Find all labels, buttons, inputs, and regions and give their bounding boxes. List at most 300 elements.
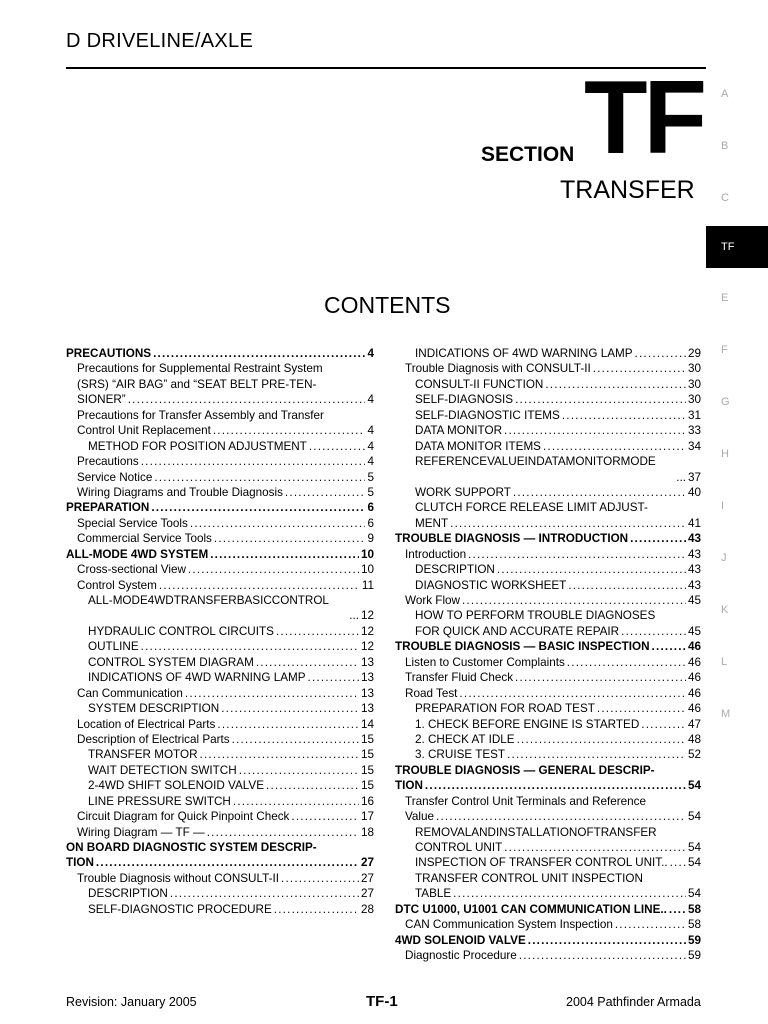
toc-page-number: 10 — [360, 563, 374, 577]
toc-page-number: 46 — [687, 686, 701, 700]
toc-entry[interactable] — [395, 639, 701, 654]
toc-entry-title: Wiring Diagrams and Trouble Diagnosis — [77, 485, 283, 499]
toc-leader — [274, 902, 359, 917]
toc-page-number: 4 — [367, 393, 374, 407]
toc-entry-title: DIAGNOSTIC WORKSHEET — [415, 578, 567, 592]
toc-entry[interactable] — [66, 732, 374, 747]
toc-entry[interactable] — [395, 948, 701, 963]
side-tab-h[interactable]: H — [721, 448, 729, 460]
toc-entry-title: INSPECTION OF TRANSFER CONTROL UNIT.. — [415, 856, 668, 870]
toc-entry-title: Road Test — [405, 686, 458, 700]
toc-page-number: 54 — [687, 779, 701, 793]
toc-entry[interactable] — [395, 778, 701, 793]
toc-leader — [185, 686, 359, 701]
toc-entry-title: Control System — [77, 578, 157, 592]
toc-leader — [210, 547, 359, 562]
toc-entry — [395, 454, 701, 469]
toc-leader — [513, 485, 686, 500]
toc-entry[interactable] — [66, 871, 374, 886]
toc-entry-title: TABLE — [415, 887, 452, 901]
toc-leader — [450, 516, 686, 531]
toc-entry-title: Commercial Service Tools — [77, 532, 212, 546]
contents-heading: CONTENTS — [324, 292, 451, 318]
toc-entry[interactable] — [66, 608, 374, 623]
toc-page-number: 46 — [687, 671, 701, 685]
toc-leader — [233, 794, 359, 809]
toc-page-number: 15 — [360, 763, 374, 777]
toc-entry-title: INDICATIONS OF 4WD WARNING LAMP — [88, 671, 306, 685]
toc-page-number: 30 — [687, 377, 701, 391]
toc-page-number: 54 — [687, 856, 701, 870]
toc-leader — [200, 747, 359, 762]
toc-page-number: 27 — [360, 856, 374, 870]
toc-entry-title: TRANSFER MOTOR — [88, 748, 198, 762]
toc-leader — [141, 454, 366, 469]
toc-page-number: 14 — [360, 717, 374, 731]
toc-entry-title: TROUBLE DIAGNOSIS — INTRODUCTION — [395, 532, 629, 546]
toc-entry[interactable] — [395, 408, 701, 423]
toc-entry[interactable] — [66, 454, 374, 469]
toc-entry-title: PRECAUTIONS — [66, 347, 152, 360]
toc-page-number: 58 — [687, 902, 701, 916]
toc-page-number: 4 — [367, 424, 374, 438]
toc-page-number: 15 — [360, 732, 374, 746]
toc-entry — [395, 825, 701, 840]
toc-entry[interactable] — [66, 624, 374, 639]
toc-page-number: 17 — [360, 810, 374, 824]
toc-page-number: 4 — [367, 439, 374, 453]
toc-entry-title: Special Service Tools — [77, 516, 188, 530]
toc-leader — [670, 855, 686, 870]
toc-entry-title: Cross-sectional View — [77, 563, 186, 577]
toc-leader — [593, 361, 686, 376]
toc-page-number: 6 — [367, 516, 374, 530]
toc-page-number: 46 — [687, 655, 701, 669]
toc-leader — [652, 639, 686, 654]
toc-entry-title: Can Communication — [77, 686, 183, 700]
toc-entry-title: 2. CHECK AT IDLE — [415, 732, 515, 746]
toc-entry[interactable] — [395, 902, 701, 917]
toc-leader — [597, 701, 686, 716]
toc-page-number: 11 — [361, 578, 374, 592]
toc-entry[interactable] — [66, 825, 374, 840]
toc-entry-title: WORK SUPPORT — [415, 485, 511, 499]
section-tab-index — [706, 80, 768, 740]
toc-entry[interactable] — [395, 840, 701, 855]
toc-entry[interactable] — [395, 423, 701, 438]
toc-entry[interactable] — [395, 701, 701, 716]
toc-entry-title: CLUTCH FORCE RELEASE LIMIT ADJUST- — [415, 501, 648, 515]
toc-entry-title: Value — [405, 810, 435, 824]
side-tab-tf[interactable]: TF — [706, 226, 768, 268]
toc-entry-title: Wiring Diagram — TF — — [77, 825, 205, 839]
toc-page-number: 54 — [687, 887, 701, 901]
toc-page-number: 16 — [360, 794, 374, 808]
toc-entry-title: Diagnostic Procedure — [405, 949, 517, 963]
toc-leader — [504, 840, 686, 855]
toc-leader — [669, 902, 686, 917]
toc-leader — [567, 655, 686, 670]
toc-entry — [395, 871, 701, 886]
toc-entry — [66, 408, 374, 423]
toc-entry-title: HYDRAULIC CONTROL CIRCUITS — [88, 624, 274, 638]
toc-leader — [188, 562, 359, 577]
side-tab-c[interactable]: C — [721, 192, 729, 204]
toc-entry-title: Transfer Control Unit Terminals and Reference — [405, 794, 646, 808]
toc-page-number: 13 — [360, 686, 374, 700]
toc-page-number: 58 — [687, 918, 701, 932]
toc-leader — [462, 593, 686, 608]
toc-entry[interactable] — [395, 516, 701, 531]
toc-leader — [568, 578, 686, 593]
toc-entry[interactable] — [395, 361, 701, 376]
toc-leader — [515, 392, 686, 407]
toc-entry[interactable] — [395, 470, 701, 485]
toc-entry[interactable] — [66, 655, 374, 670]
side-tab-e[interactable]: E — [721, 292, 729, 304]
section-label: SECTION — [481, 143, 575, 166]
toc-entry[interactable] — [395, 933, 701, 948]
toc-leader — [459, 686, 686, 701]
toc-entry-title: SYSTEM DESCRIPTION — [88, 702, 220, 716]
toc-entry-title: Description of Electrical Parts — [77, 732, 230, 746]
toc-leader — [256, 655, 359, 670]
toc-left-column — [66, 346, 374, 917]
toc-page-number: 45 — [687, 624, 701, 638]
toc-entry[interactable] — [395, 578, 701, 593]
toc-leader — [153, 346, 365, 361]
toc-entry-title: REFERENCEVALUEINDATAMONITORMODE — [415, 455, 656, 469]
toc-entry-title: CONTROL UNIT — [415, 841, 503, 854]
toc-leader — [497, 562, 686, 577]
toc-entry[interactable] — [395, 655, 701, 670]
toc-leader — [468, 547, 686, 562]
toc-entry[interactable] — [66, 639, 374, 654]
toc-entry-title: SELF-DIAGNOSIS — [415, 393, 514, 407]
toc-entry — [66, 840, 374, 855]
toc-entry[interactable] — [66, 763, 374, 778]
toc-entry-title: Control Unit Replacement — [77, 424, 211, 438]
toc-entry-title: 2-4WD SHIFT SOLENOID VALVE — [88, 779, 265, 793]
toc-entry[interactable] — [66, 886, 374, 901]
toc-page-number: 33 — [687, 424, 701, 438]
toc-entry[interactable] — [395, 439, 701, 454]
toc-entry-title: Transfer Fluid Check — [405, 671, 514, 685]
toc-leader — [159, 578, 360, 593]
toc-entry-title: Precautions for Transfer Assembly and Transfer — [77, 408, 324, 422]
side-tab-a[interactable]: A — [721, 88, 729, 100]
toc-entry[interactable] — [66, 855, 374, 870]
toc-entry[interactable] — [395, 670, 701, 685]
toc-entry-title: WAIT DETECTION SWITCH — [88, 763, 237, 777]
toc-right-column — [395, 346, 701, 964]
toc-page-number: 46 — [687, 702, 701, 716]
page-number: TF-1 — [366, 993, 398, 1010]
toc-entry-title: 4WD SOLENOID VALVE — [395, 933, 526, 947]
toc-leader — [213, 423, 366, 438]
side-tab-m[interactable]: M — [721, 708, 731, 720]
toc-entry-title: TION — [66, 856, 94, 870]
toc-page-number: 59 — [687, 949, 701, 963]
toc-entry-title: ALL-MODE 4WD SYSTEM — [66, 547, 209, 561]
toc-entry-title: INDICATIONS OF 4WD WARNING LAMP — [415, 347, 633, 360]
toc-leader: ... — [676, 470, 686, 484]
toc-entry[interactable] — [395, 886, 701, 901]
toc-leader — [635, 346, 686, 361]
toc-leader — [96, 855, 359, 870]
toc-leader — [276, 624, 359, 639]
toc-entry-title: CAN Communication System Inspection — [405, 918, 613, 932]
toc-entry-title: 3. CRUISE TEST — [415, 748, 506, 762]
revision-date: Revision: January 2005 — [66, 995, 197, 1009]
toc-entry-title: CONTROL SYSTEM DIAGRAM — [88, 655, 254, 669]
toc-leader — [641, 717, 686, 732]
toc-entry — [395, 794, 701, 809]
toc-entry[interactable] — [66, 392, 374, 407]
toc-entry-title: PREPARATION FOR ROAD TEST — [415, 702, 595, 716]
toc-leader — [141, 639, 359, 654]
toc-entry-title: CONSULT-II FUNCTION — [415, 377, 544, 391]
toc-entry[interactable] — [395, 747, 701, 762]
toc-entry-title: DATA MONITOR ITEMS — [415, 439, 541, 453]
toc-entry[interactable] — [395, 717, 701, 732]
toc-page-number: 15 — [360, 748, 374, 762]
toc-leader: ... — [349, 609, 359, 623]
toc-page-number: 12 — [360, 609, 374, 623]
toc-leader — [207, 825, 359, 840]
toc-entry[interactable] — [395, 917, 701, 932]
toc-leader — [504, 423, 686, 438]
toc-entry-title: DATA MONITOR — [415, 424, 503, 438]
toc-leader — [214, 531, 366, 546]
toc-entry-title: Work Flow — [405, 594, 460, 607]
toc-entry[interactable] — [66, 778, 374, 793]
toc-entry[interactable] — [66, 485, 374, 500]
toc-entry[interactable] — [66, 547, 374, 562]
toc-entry-title: FOR QUICK AND ACCURATE REPAIR — [415, 624, 620, 638]
toc-entry[interactable] — [66, 346, 374, 361]
toc-entry — [395, 763, 701, 778]
toc-leader — [517, 732, 686, 747]
toc-leader — [615, 917, 686, 932]
toc-entry[interactable] — [66, 531, 374, 546]
toc-leader — [545, 377, 686, 392]
side-tab-f[interactable]: F — [721, 344, 728, 356]
toc-leader — [308, 670, 359, 685]
toc-page-number: 27 — [360, 887, 374, 901]
toc-page-number: 37 — [687, 470, 701, 484]
toc-page-number: 54 — [687, 841, 701, 854]
toc-page-number: 48 — [687, 732, 701, 746]
toc-entry[interactable] — [66, 902, 374, 917]
toc-entry-title: Listen to Customer Complaints — [405, 655, 565, 669]
vehicle-model: 2004 Pathfinder Armada — [566, 995, 701, 1009]
toc-entry-title: Circuit Diagram for Quick Pinpoint Check — [77, 810, 290, 824]
side-tab-b[interactable]: B — [721, 140, 729, 152]
toc-entry[interactable] — [66, 423, 374, 438]
toc-page-number: 12 — [360, 640, 374, 654]
toc-entry[interactable] — [66, 809, 374, 824]
toc-page-number: 29 — [687, 347, 701, 360]
toc-entry-title: (SRS) “AIR BAG” and “SEAT BELT PRE-TEN- — [77, 377, 317, 391]
toc-leader — [436, 809, 686, 824]
toc-entry-title: TROUBLE DIAGNOSIS — GENERAL DESCRIP- — [395, 763, 655, 777]
toc-entry-title: ON BOARD DIAGNOSTIC SYSTEM DESCRIP- — [66, 841, 317, 854]
toc-leader — [519, 948, 686, 963]
toc-entry[interactable] — [66, 562, 374, 577]
toc-page-number: 5 — [367, 470, 374, 484]
toc-leader — [232, 732, 359, 747]
side-tab-g[interactable]: G — [721, 396, 730, 408]
toc-entry[interactable] — [66, 670, 374, 685]
toc-entry — [66, 361, 374, 376]
toc-page-number: 13 — [360, 655, 374, 669]
toc-entry[interactable] — [395, 377, 701, 392]
toc-page-number: 13 — [360, 671, 374, 685]
toc-page-number: 9 — [367, 532, 374, 546]
toc-leader — [128, 392, 366, 407]
section-name: TRANSFER — [560, 176, 695, 204]
toc-leader — [425, 778, 686, 793]
toc-leader — [151, 500, 365, 515]
toc-entry[interactable] — [66, 717, 374, 732]
section-code: TF — [584, 60, 704, 176]
toc-leader — [170, 886, 359, 901]
toc-entry-title: TROUBLE DIAGNOSIS — BASIC INSPECTION — [395, 640, 650, 654]
toc-page-number: 43 — [687, 563, 701, 577]
toc-page-number: 5 — [367, 485, 374, 499]
toc-page-number: 40 — [687, 485, 701, 499]
toc-entry-title: ALL-MODE4WDTRANSFERBASICCONTROL — [88, 594, 329, 607]
toc-entry-title: Location of Electrical Parts — [77, 717, 216, 731]
toc-entry[interactable] — [395, 346, 701, 361]
toc-page-number: 46 — [687, 640, 701, 654]
toc-leader — [507, 747, 686, 762]
toc-page-number: 31 — [687, 408, 701, 422]
toc-page-number: 45 — [687, 594, 701, 607]
toc-entry[interactable] — [395, 562, 701, 577]
toc-entry-title: LINE PRESSURE SWITCH — [88, 794, 231, 808]
toc-entry-title: SIONER” — [77, 393, 126, 407]
toc-leader — [630, 531, 686, 546]
toc-page-number: 30 — [687, 393, 701, 407]
toc-leader — [285, 485, 366, 500]
toc-entry[interactable] — [66, 470, 374, 485]
toc-entry[interactable] — [395, 593, 701, 608]
toc-entry[interactable] — [66, 500, 374, 515]
toc-page-number: 54 — [687, 810, 701, 824]
toc-leader — [266, 778, 359, 793]
toc-entry-title: REMOVALANDINSTALLATIONOFTRANSFER — [415, 825, 657, 839]
toc-page-number: 18 — [360, 825, 374, 839]
toc-leader — [621, 624, 686, 639]
toc-entry[interactable] — [395, 547, 701, 562]
toc-entry[interactable] — [395, 732, 701, 747]
toc-page-number: 59 — [687, 933, 701, 947]
toc-leader — [543, 439, 686, 454]
toc-page-number: 4 — [367, 455, 374, 469]
toc-entry-title: TRANSFER CONTROL UNIT INSPECTION — [415, 871, 643, 885]
chapter-title: D DRIVELINE/AXLE — [66, 30, 254, 52]
toc-leader — [154, 470, 365, 485]
toc-page-number: 28 — [360, 902, 374, 916]
toc-entry[interactable] — [66, 794, 374, 809]
side-tab-l[interactable]: L — [721, 656, 728, 668]
toc-entry — [395, 608, 701, 623]
toc-entry[interactable] — [395, 809, 701, 824]
toc-entry — [66, 593, 374, 608]
toc-entry — [395, 500, 701, 515]
toc-page-number: 30 — [687, 362, 701, 376]
toc-leader — [291, 809, 359, 824]
toc-leader — [309, 439, 366, 454]
toc-leader — [221, 701, 359, 716]
toc-entry[interactable] — [66, 747, 374, 762]
toc-entry-title: Precautions for Supplemental Restraint System — [77, 362, 323, 376]
toc-page-number: 43 — [687, 578, 701, 592]
toc-entry-title: 1. CHECK BEFORE ENGINE IS STARTED — [415, 717, 640, 731]
toc-page-number: 10 — [360, 547, 374, 561]
toc-leader — [217, 717, 359, 732]
toc-page-number: 52 — [687, 748, 701, 762]
toc-page-number: 12 — [360, 624, 374, 638]
toc-entry-title: DTC U1000, U1001 CAN COMMUNICATION LINE.. — [395, 902, 667, 916]
toc-entry[interactable] — [66, 686, 374, 701]
toc-entry[interactable] — [395, 855, 701, 870]
toc-leader — [528, 933, 686, 948]
toc-entry[interactable] — [395, 392, 701, 407]
toc-page-number: 27 — [360, 871, 374, 885]
side-tab-k[interactable]: K — [721, 604, 729, 616]
toc-entry-title: Precautions — [77, 455, 139, 469]
toc-entry-title: HOW TO PERFORM TROUBLE DIAGNOSES — [415, 609, 656, 623]
toc-entry[interactable] — [395, 686, 701, 701]
toc-entry[interactable] — [66, 578, 374, 593]
toc-entry[interactable] — [66, 516, 374, 531]
toc-page-number: 34 — [687, 439, 701, 453]
toc-page-number: 15 — [360, 779, 374, 793]
toc-leader — [281, 871, 359, 886]
side-tab-i[interactable]: I — [721, 500, 725, 512]
toc-entry-title: Introduction — [405, 547, 467, 561]
toc-entry[interactable] — [395, 531, 701, 546]
toc-entry[interactable] — [66, 701, 374, 716]
toc-entry[interactable] — [395, 485, 701, 500]
toc-leader — [453, 886, 686, 901]
toc-entry[interactable] — [395, 624, 701, 639]
toc-entry-title: Trouble Diagnosis without CONSULT-II — [77, 871, 280, 885]
toc-entry-title: METHOD FOR POSITION ADJUSTMENT — [88, 439, 307, 453]
toc-leader — [515, 670, 686, 685]
toc-entry[interactable] — [66, 439, 374, 454]
toc-entry-title: MENT — [415, 516, 449, 530]
toc-page-number: 41 — [687, 516, 701, 530]
toc-entry-title: SELF-DIAGNOSTIC ITEMS — [415, 408, 560, 422]
side-tab-j[interactable]: J — [721, 552, 727, 564]
toc-page-number: 43 — [687, 547, 701, 561]
toc-page-number: 43 — [687, 532, 701, 546]
toc-entry-title: SELF-DIAGNOSTIC PROCEDURE — [88, 902, 272, 916]
toc-page-number: 47 — [687, 717, 701, 731]
toc-entry-title: PREPARATION — [66, 501, 150, 515]
toc-leader — [562, 408, 686, 423]
toc-page-number: 4 — [367, 347, 374, 360]
toc-entry-title: DESCRIPTION — [88, 887, 168, 901]
toc-entry-title: OUTLINE — [88, 640, 139, 654]
toc-entry-title: Trouble Diagnosis with CONSULT-II — [405, 362, 591, 376]
toc-page-number: 6 — [367, 501, 374, 515]
toc-leader — [190, 516, 366, 531]
